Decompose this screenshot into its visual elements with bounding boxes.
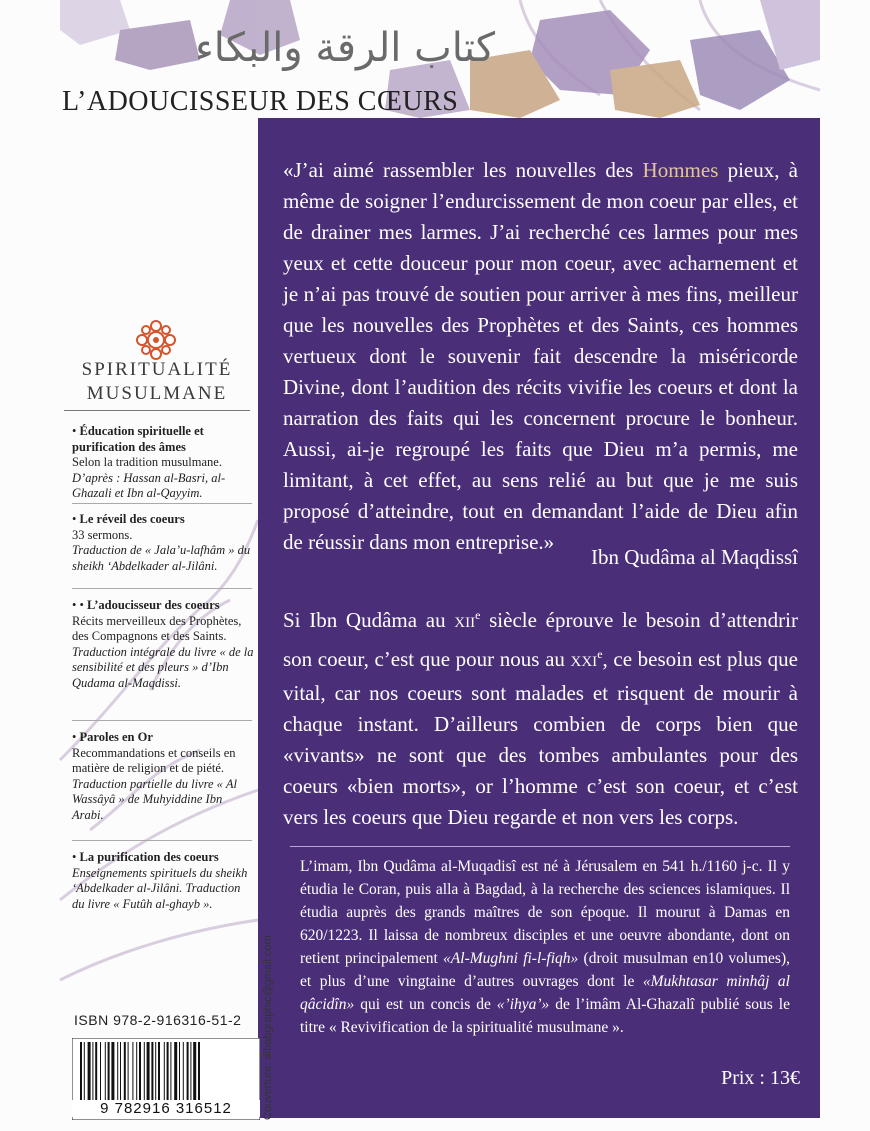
note-divider	[290, 846, 790, 847]
book-source: Traduction intégrale du livre « de la sensibilité et des pleurs » d’Ibn Qudama al-Maqdissi.	[72, 644, 254, 690]
book-description: 33 sermons.	[72, 527, 133, 542]
bio-text-c: qui est un concis de	[354, 996, 497, 1013]
bio-title-mughni: «Al-Mughni fi-l-fiqh»	[443, 950, 579, 967]
book-title: Paroles en Or	[79, 730, 153, 744]
century-21: XXI	[570, 654, 598, 670]
book-source: Traduction de « Jala’u-lafhâm » du sheikh ‘Abdelkader al-Jilâni.	[72, 543, 251, 573]
book-title: L’adoucisseur des coeurs	[87, 598, 220, 612]
price-label: Prix : 13€	[721, 1067, 800, 1089]
book-bullet: •	[72, 512, 77, 526]
para-text-b: siècle éprouve le besoin d’attendrir son coeur, c’est que pour nous au	[283, 608, 798, 671]
book-bullet: •	[72, 850, 77, 864]
book-item	[72, 850, 254, 912]
bio-title-mukhtasar: «Mukhtasar minhâj al qâcidîn»	[300, 973, 790, 1013]
book-source: Enseignements spirituels du sheikh ‘Abdelkader al-Jilâni. Traduction du livre « Futûh al-ghayb ».	[72, 865, 248, 911]
quote-highlight: Hommes	[642, 158, 719, 182]
book-divider	[72, 840, 252, 841]
book-item	[72, 424, 254, 502]
book-divider	[72, 720, 252, 721]
arabic-title: كتاب الرقة والبكاء	[194, 25, 496, 71]
quote-text-part2: pieux, à même de soigner l’endurcissement de mon coeur par elles, et de drainer mes larmes. J’ai recherché ces larmes pour mes yeux et cette douceur pour mon coeur, avec acharnement et je n’ai pas trouvé de soutien pour arriver à mes fins, meilleur que les nouvelles des Prophètes et des Saints, ces hommes vertueux dont le souvenir fait descendre la miséricorde Divine, dont l’audition des récits vivifie les coeurs et dont la narration des faits qui les concernent procure le bonheur. Aussi, ai-je regroupé les faits que Dieu m’a permis, me limitant, à cet effet, au sens relié au but que je me suis proposé d’atteindre, tout en demandant l’aide de Dieu afin de réussir dans mon entreprise.»	[283, 158, 798, 554]
book-title: Le réveil des coeurs	[79, 512, 185, 526]
bio-title-ihya: «’ihya’»	[496, 996, 550, 1013]
bio-text-d: de l’imâm Al-Ghazalî publié sous le titre « Revivification de la spiritualité musulmane ».	[300, 996, 790, 1036]
para-text-c: , ce besoin est plus que vital, car nos coeurs sont malades et risquent de mourir à chaque instant. D’ailleurs combien de corps bien que «vivants» ne sont que des tombes ambulantes pour des coeurs «bien morts», or l’homme c’est son coeur, et c’est vers les coeurs que Dieu regarde et non vers les corps.	[283, 647, 798, 829]
series-name	[62, 358, 252, 406]
century-21-sup: e	[597, 647, 603, 661]
book-bullet: •	[72, 424, 77, 438]
book-item	[72, 512, 254, 574]
cover-credit: Couverture: albabgraphic@gmail.com	[262, 935, 274, 1120]
author-biography	[300, 855, 790, 1039]
quote-block	[283, 155, 798, 558]
bio-text-a: L’imam, Ibn Qudâma al-Muqadisî est né à Jérusalem en 541 h./1160 j-c. Il y étudia le Coran, puis alla à Bagdad, à la recherche des sciences islamiques. Il étudia auprès des grands maîtres de son époque. Il mourut à Damas en 620/1223. Il laissa de nombreux disciples et une oeuvre abondante, dont on retient principalement	[300, 858, 790, 967]
book-title: Éducation spirituelle et purification des âmes	[72, 424, 204, 454]
quote-text-part1: «J’ai aimé rassembler les nouvelles des	[283, 158, 643, 182]
para-text-a: Si Ibn Qudâma au	[283, 608, 455, 632]
book-bullet: • •	[72, 598, 84, 612]
book-description: Selon la tradition musulmane.	[72, 455, 222, 469]
series-name-line1: SPIRITUALITÉ	[81, 359, 233, 380]
century-12: XII	[454, 615, 476, 631]
bio-text-b: (droit musulman en10 volumes), et plus d’une vingtaine d’autres ouvrages dont le	[300, 950, 790, 990]
century-12-sup: e	[475, 608, 481, 622]
book-bullet: •	[72, 730, 77, 744]
book-divider	[72, 503, 252, 504]
book-source: D’après : Hassan al-Basri, al-Ghazali et Ibn al-Qayyim.	[72, 470, 226, 500]
commentary-paragraph	[283, 600, 798, 833]
quote-author: Ibn Qudâma al Maqdissî	[590, 545, 798, 569]
french-title: L’ADOUCISSEUR DES CŒURS	[62, 86, 459, 117]
book-item	[72, 730, 254, 823]
series-name-line2: MUSULMANE	[86, 383, 228, 404]
barcode-number: 9 782916 316512	[72, 1100, 260, 1117]
book-description: Recommandations et conseils en matière de religion et de piété.	[72, 745, 236, 775]
book-description: Récits merveilleux des Prophètes, des Compagnons et des Saints.	[72, 613, 242, 643]
book-item	[72, 598, 254, 691]
isbn-label: ISBN 978-2-916316-51-2	[74, 1012, 242, 1028]
book-source: Traduction partielle du livre « Al Wassâyâ » de Muhyiddine Ibn Arabi.	[72, 776, 237, 822]
series-divider	[64, 410, 250, 411]
book-title: La purification des coeurs	[79, 850, 219, 864]
book-divider	[72, 588, 252, 589]
